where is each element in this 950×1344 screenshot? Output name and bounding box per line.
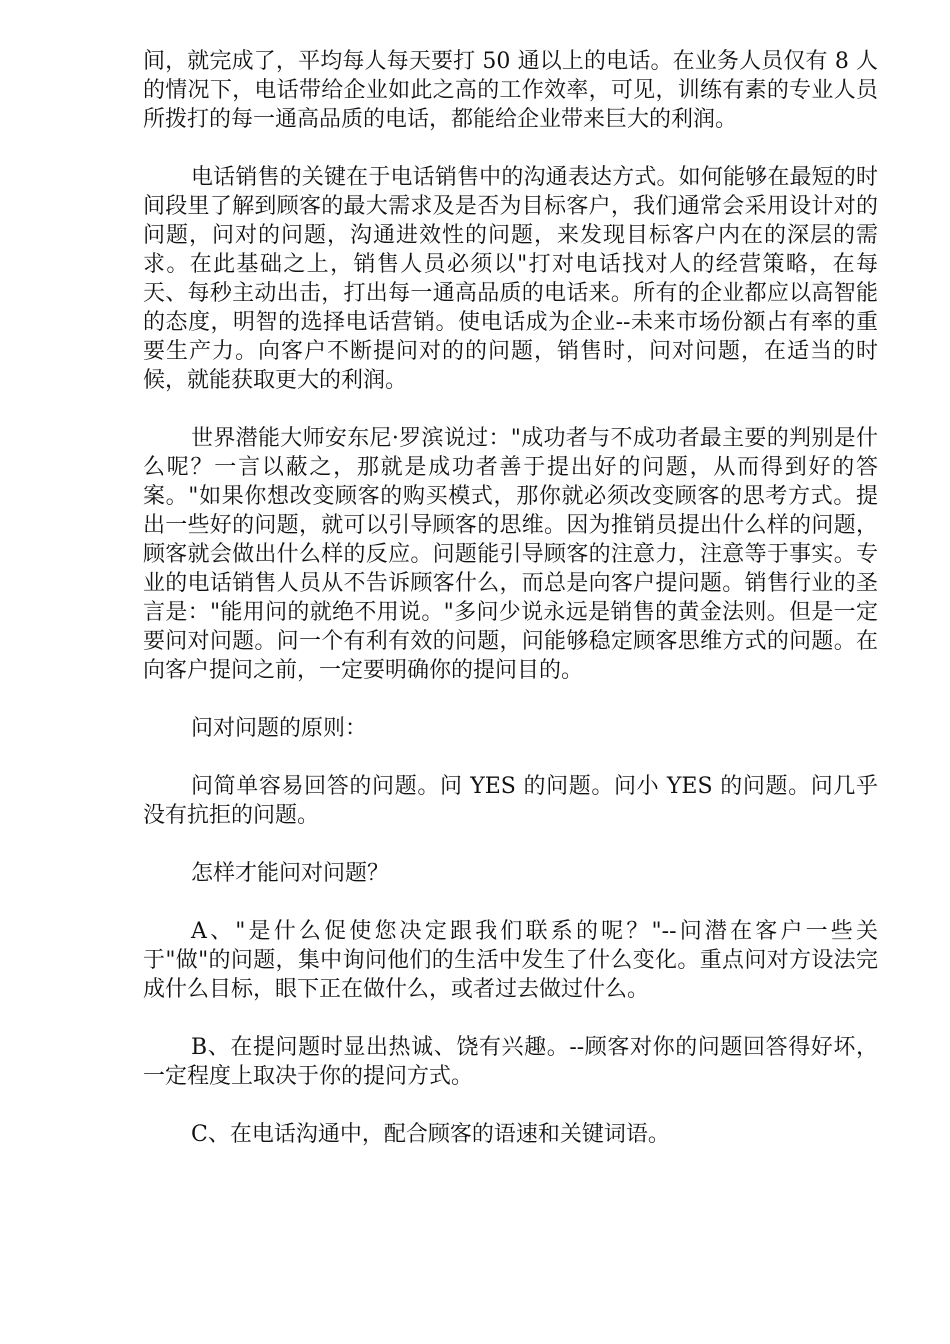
paragraph-phone-sales-key: 电话销售的关键在于电话销售中的沟通表达方式。如何能够在最短的时间段里了解到顾客的最大需求及是否为目标客户，我们通常会采用设计对的问题，问对的问题，沟通进效性的问题，来发现目标客户内在的深层的需求。在此基础之上，销售人员必须以"打对电话找对人的经营策略，在每天、每秒主动出击，打出每一通高品质的电话来。所有的企业都应以高智能的态度，明智的选择电话营销。使电话成为企业--未来市场份额占有率的重要生产力。向客户不断提问对的的问题，销售时，问对问题，在适当的时候，就能获取更大的利润。 <box>143 165 878 393</box>
paragraph-item-c: C、在电话沟通中，配合顾客的语速和关键词语。 <box>191 1122 670 1147</box>
paragraph-principles-heading: 问对问题的原则： <box>191 716 368 741</box>
paragraph-item-a: A、"是什么促使您决定跟我们联系的呢？"--问潜在客户一些关于"做"的问题，集中询问他们的生活中发生了什么变化。重点问对方设法完成什么目标，眼下正在做什么，或者过去做过什么。 <box>143 919 878 1002</box>
paragraph-principles: 问简单容易回答的问题。问 YES 的问题。问小 YES 的问题。问几乎没有抗拒的问题。 <box>143 774 878 828</box>
document-page <box>143 47 878 1178</box>
paragraph-how-to-heading: 怎样才能问对问题？ <box>191 861 390 886</box>
paragraph-continuation: 间，就完成了，平均每人每天要打 50 通以上的电话。在业务人员仅有 8 人的情况下，电话带给企业如此之高的工作效率，可见，训练有素的专业人员所拨打的每一通高品质的电话，都能给企业带来巨大的利润。 <box>143 49 878 132</box>
paragraph-anthony-robbins-quote: 世界潜能大师安东尼·罗滨说过："成功者与不成功者最主要的判别是什么呢？一言以蔽之，那就是成功者善于提出好的问题，从而得到好的答案。"如果你想改变顾客的购买模式，那你就必须改变顾客的思考方式。提出一些好的问题，就可以引导顾客的思维。因为推销员提出什么样的问题，顾客就会做出什么样的反应。问题能引导顾客的注意力，注意等于事实。专业的电话销售人员从不告诉顾客什么，而总是向客户提问题。销售行业的圣言是："能用问的就绝不用说。"多问少说永远是销售的黄金法则。但是一定要问对问题。问一个有利有效的问题，问能够稳定顾客思维方式的问题。在向客户提问之前，一定要明确你的提问目的。 <box>143 426 878 683</box>
paragraph-item-b: B、在提问题时显出热诚、饶有兴趣。--顾客对你的问题回答得好坏，一定程度上取决于你的提问方式。 <box>143 1035 878 1089</box>
